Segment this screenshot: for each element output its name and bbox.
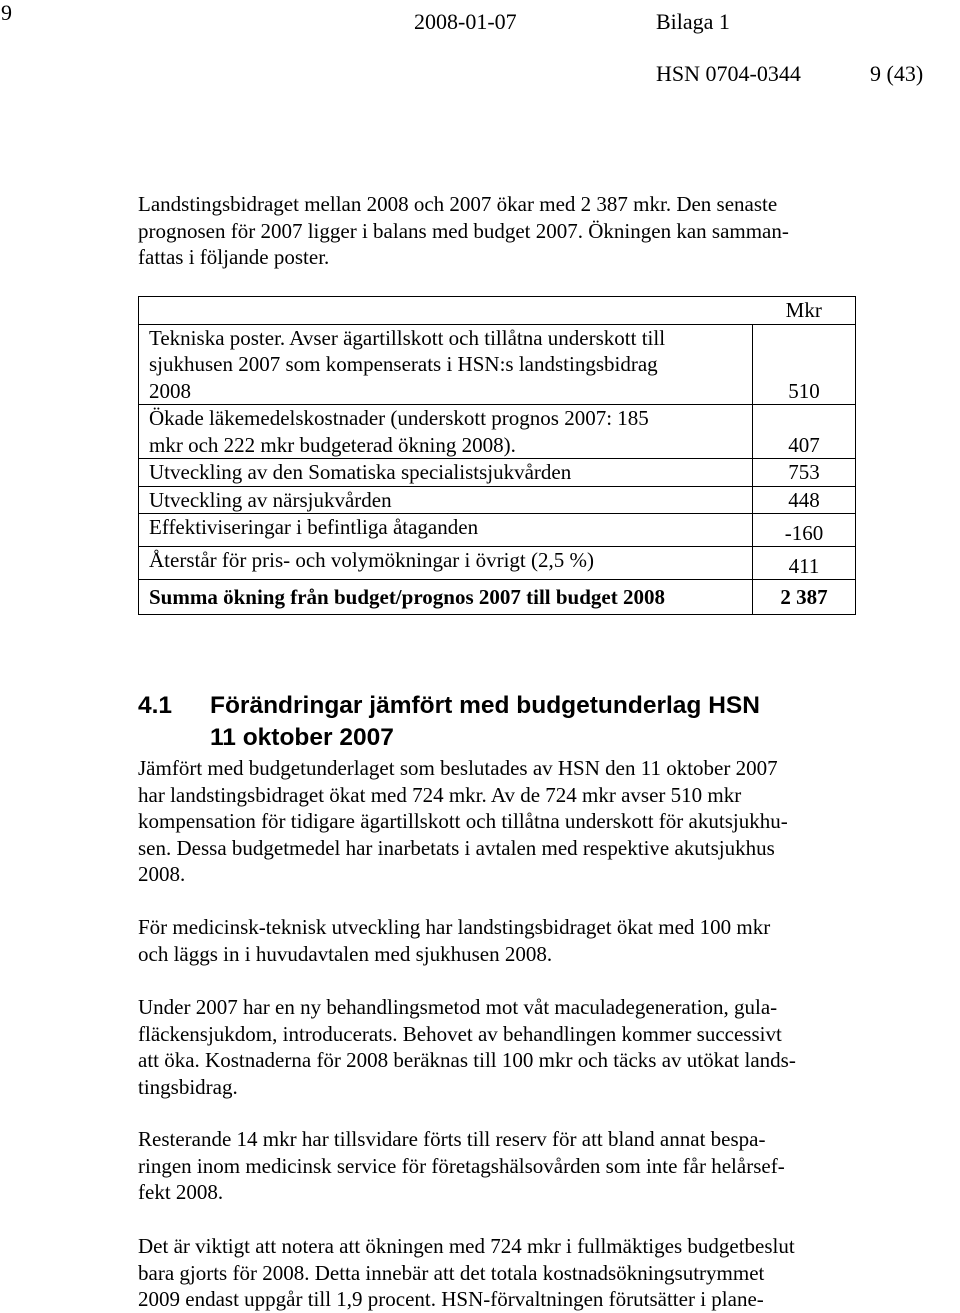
text-line: Effektiviseringar i befintliga åtaganden xyxy=(149,515,479,539)
row-value: 407 xyxy=(753,405,856,459)
text-line: tingsbidrag. xyxy=(138,1074,238,1099)
text-line: fläckensjukdom, introducerats. Behovet av behandlingen kommer successivt xyxy=(138,1021,782,1046)
text-line: Landstingsbidraget mellan 2008 och 2007 ökar med 2 387 mkr. Den senaste xyxy=(138,192,778,216)
budget-table xyxy=(138,296,856,615)
text-line: kompensation för tidigare ägartillskott och tillåtna underskott för akutsjukhu- xyxy=(138,809,788,833)
row-value: 2 387 xyxy=(753,580,856,615)
text-line: Återstår för pris- och volymökningar i övrigt (2,5 %) xyxy=(149,548,594,572)
text-line: 2008. xyxy=(138,862,186,886)
paragraph xyxy=(138,1126,858,1206)
paragraph xyxy=(138,914,858,967)
row-description xyxy=(139,547,753,580)
row-description xyxy=(139,459,753,487)
text-line: sen. Dessa budgetmedel har inarbetats i avtalen med respektive akutsjukhus xyxy=(138,835,775,860)
row-value: -160 xyxy=(753,514,856,547)
row-description xyxy=(139,405,753,459)
row-value: 753 xyxy=(753,459,856,487)
intro-paragraph xyxy=(138,191,858,271)
section-title-line2: 11 oktober 2007 xyxy=(210,724,394,751)
row-description xyxy=(139,580,753,615)
text-line: Tekniska poster. Avser ägartillskott och tillåtna underskott till xyxy=(149,325,666,350)
table-row xyxy=(139,405,856,459)
paragraph xyxy=(138,1233,858,1313)
text-line: Utveckling av den Somatiska specialistsjukvården xyxy=(149,460,572,484)
text-line: 2009 endast uppgår till 1,9 procent. HSN-förvaltningen förutsätter i plane- xyxy=(138,1287,764,1311)
row-value: 510 xyxy=(753,324,856,405)
row-description xyxy=(139,486,753,514)
text-line: och läggs in i huvudavtalen med sjukhusen 2008. xyxy=(138,941,553,966)
row-description xyxy=(139,324,753,405)
text-line: ringen inom medicinsk service för företagshälsovården som inte får helårsef- xyxy=(138,1153,785,1178)
table-cell xyxy=(139,297,753,325)
text-line: fattas i följande poster. xyxy=(138,245,330,269)
table-row xyxy=(139,547,856,580)
section-title-line1: Förändringar jämfört med budgetunderlag HSN xyxy=(210,692,760,719)
table-row xyxy=(139,514,856,547)
row-value: 411 xyxy=(753,547,856,580)
table-row xyxy=(139,459,856,487)
unit-header-cell: Mkr xyxy=(753,297,856,325)
text-line: Under 2007 har en ny behandlingsmetod mot våt maculadegeneration, gula- xyxy=(138,995,778,1019)
header-attachment: Bilaga 1 xyxy=(656,9,730,34)
text-line: Utveckling av närsjukvården xyxy=(149,487,392,512)
text-line: att öka. Kostnaderna för 2008 beräknas till 100 mkr och täcks av utökat lands- xyxy=(138,1048,796,1072)
header-doc-id: HSN 0704-0344 xyxy=(656,61,801,86)
header-page-of: 9 (43) xyxy=(870,61,924,86)
section-heading xyxy=(138,690,760,754)
paragraph xyxy=(138,755,858,888)
row-description xyxy=(139,514,753,547)
corner-page-number: 9 xyxy=(1,0,12,25)
paragraph xyxy=(138,994,858,1100)
text-line: Det är viktigt att notera att ökningen med 724 mkr i fullmäktiges budgetbeslut xyxy=(138,1234,795,1258)
text-line: mkr och 222 mkr budgeterad ökning 2008). xyxy=(149,432,516,457)
text-line: Jämfört med budgetunderlaget som beslutades av HSN den 11 oktober 2007 xyxy=(138,756,778,780)
text-line: fekt 2008. xyxy=(138,1180,224,1204)
text-line: sjukhusen 2007 som kompenserats i HSN:s landstingsbidrag xyxy=(149,352,658,376)
text-line: 2008 xyxy=(149,378,191,403)
text-line: Ökade läkemedelskostnader (underskott prognos 2007: 185 xyxy=(149,406,649,430)
text-line: Summa ökning från budget/prognos 2007 till budget 2008 xyxy=(149,584,665,609)
text-line: har landstingsbidraget ökat med 724 mkr. Av de 724 mkr avser 510 mkr xyxy=(138,782,742,807)
table-row xyxy=(139,486,856,514)
section-number: 4.1 xyxy=(138,692,173,719)
table-header-row xyxy=(139,297,856,325)
text-line: Resterande 14 mkr har tillsvidare förts till reserv för att bland annat bespa- xyxy=(138,1127,766,1151)
header-date: 2008-01-07 xyxy=(414,9,517,34)
total-row xyxy=(139,580,856,615)
row-value: 448 xyxy=(753,486,856,514)
text-line: prognosen för 2007 ligger i balans med budget 2007. Ökningen kan samman- xyxy=(138,218,789,243)
text-line: För medicinsk-teknisk utveckling har landstingsbidraget ökat med 100 mkr xyxy=(138,915,771,939)
table-row xyxy=(139,324,856,405)
text-line: bara gjorts för 2008. Detta innebär att det totala kostnadsökningsutrymmet xyxy=(138,1260,765,1285)
